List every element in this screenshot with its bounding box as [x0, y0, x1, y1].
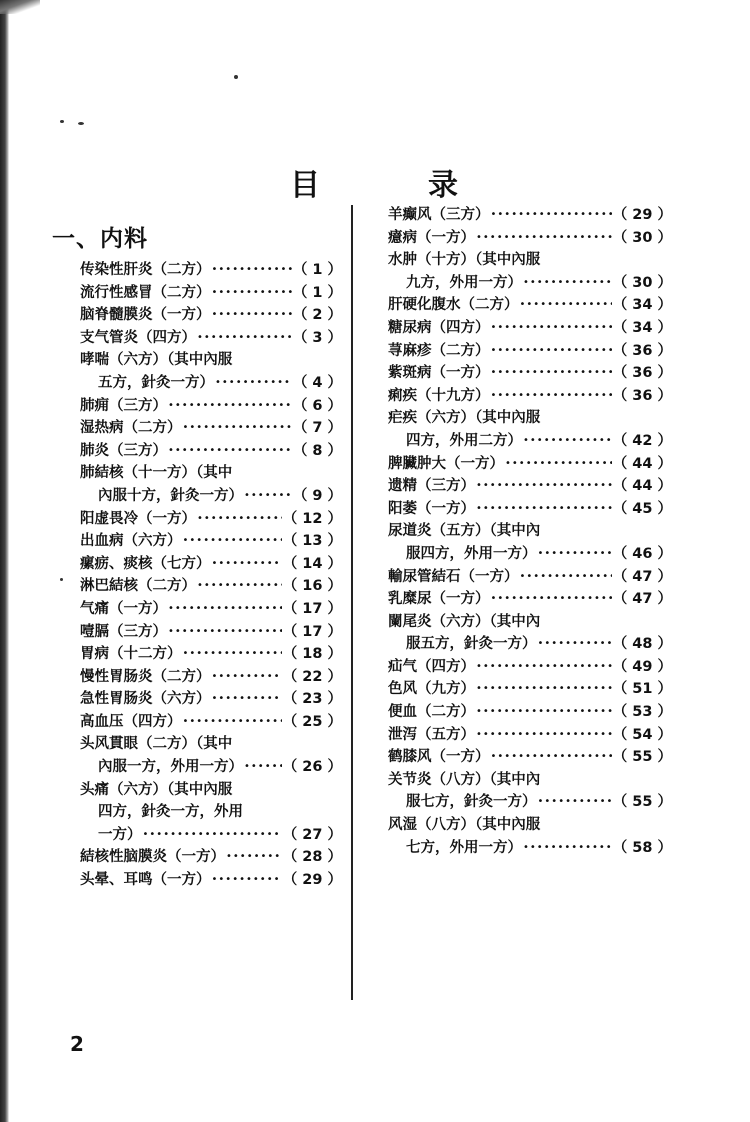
toc-column-left [80, 259, 342, 892]
toc-entry-text: 服七方，針灸一方） [406, 794, 537, 811]
toc-entry-line [388, 633, 672, 656]
toc-entry [80, 869, 342, 892]
toc-entry-text: 內服一方，外用一方） [98, 759, 243, 776]
toc-entry-line [388, 769, 672, 792]
toc-page-ref: （ 34 ） [612, 297, 672, 314]
toc-entry-line [80, 259, 342, 282]
toc-entry-text: 糖尿病（四方） [388, 319, 490, 336]
toc-entry-line [388, 272, 672, 295]
leader-dots [491, 588, 612, 611]
toc-entry [80, 530, 342, 553]
section-heading: 一、内料 [52, 226, 148, 252]
scan-speck [60, 578, 63, 581]
toc-page-ref: （ 55 ） [612, 794, 672, 811]
toc-entry [388, 724, 672, 747]
toc-entry-text: 肺炎（三方） [80, 442, 167, 459]
toc-entry [388, 814, 672, 859]
leader-dots [168, 598, 282, 621]
leader-dots [476, 475, 612, 498]
toc-entry [80, 846, 342, 869]
leader-dots [212, 688, 282, 711]
toc-page-ref: （ 34 ） [612, 319, 672, 336]
leader-dots [215, 372, 292, 395]
leader-dots [520, 566, 612, 589]
toc-entry-text: 荨麻疹（二方） [388, 342, 490, 359]
toc-entry [80, 304, 342, 327]
toc-entry [80, 598, 342, 621]
toc-entry-line [388, 385, 672, 408]
toc-entry-text: 支气管炎（四方） [80, 329, 196, 346]
toc-page-ref: （ 6 ） [292, 397, 342, 414]
toc-entry-line [80, 440, 342, 463]
toc-entry-text: 一方） [98, 826, 142, 843]
toc-entry [388, 317, 672, 340]
toc-page-ref: （ 17 ） [282, 600, 342, 617]
leader-dots [491, 317, 612, 340]
toc-entry-text: 关节炎（八方）（其中內 [388, 771, 541, 788]
toc-page-ref: （ 13 ） [282, 533, 342, 550]
toc-entry-line [388, 520, 672, 543]
toc-entry [80, 575, 342, 598]
page-number: 2 [70, 1032, 84, 1056]
leader-dots [244, 485, 292, 508]
toc-entry [388, 678, 672, 701]
toc-entry-text: 痢疾（十九方） [388, 387, 490, 404]
leader-dots [476, 498, 612, 521]
toc-entry-text: 传染性肝炎（二方） [80, 262, 211, 278]
leader-dots [491, 340, 612, 363]
toc-entry-line [388, 566, 672, 589]
toc-entry-text: 流行性感冒（二方） [80, 284, 211, 301]
toc-entry [80, 440, 342, 463]
toc-entry [80, 643, 342, 666]
leader-dots [183, 530, 282, 553]
toc-entry-text: 五方，針灸一方） [98, 374, 214, 391]
toc-page-ref: （ 1 ） [292, 284, 342, 301]
page-title-char-1: 目 [290, 168, 320, 203]
leader-dots [491, 362, 612, 385]
toc-page-ref: （ 30 ） [612, 229, 672, 246]
leader-dots [168, 621, 282, 644]
toc-entry-line [388, 340, 672, 363]
toc-entry-text: 胃病（十二方） [80, 646, 182, 663]
leader-dots [143, 824, 282, 847]
toc-page-ref: （ 44 ） [612, 455, 672, 472]
toc-entry-line [80, 824, 342, 847]
leader-dots [476, 701, 612, 724]
toc-entry [80, 462, 342, 507]
toc-entry-text: 高血压（四方） [80, 713, 182, 730]
leader-dots [523, 272, 612, 295]
toc-entry-line [80, 530, 342, 553]
toc-entry-line [388, 724, 672, 747]
toc-entry [388, 407, 672, 452]
toc-entry-text: 闌尾炎（六方）（其中內 [388, 613, 541, 630]
leader-dots [168, 395, 292, 418]
toc-entry-text: 結核性脑膜炎（一方） [80, 849, 225, 866]
toc-entry-line [388, 204, 672, 227]
toc-entry-text: 出血病（六方） [80, 533, 182, 550]
toc-entry-text: 头晕、耳鸣（一方） [80, 872, 211, 889]
toc-page-ref: （ 22 ） [282, 668, 342, 685]
toc-entry-line [388, 814, 672, 837]
toc-page-ref: （ 44 ） [612, 478, 672, 495]
toc-entry [80, 621, 342, 644]
toc-entry-text: 水肿（十方）（其中內服 [388, 252, 541, 269]
toc-entry-text: 瘰疬、痰核（七方） [80, 555, 211, 572]
toc-entry [388, 453, 672, 476]
toc-entry-text: 便血（二方） [388, 704, 475, 721]
toc-entry [388, 520, 672, 565]
scan-speck [78, 122, 84, 125]
toc-entry-text: 阳虚畏冷（一方） [80, 510, 196, 527]
leader-dots [523, 837, 612, 860]
toc-entry-line [388, 317, 672, 340]
toc-page-ref: （ 25 ） [282, 713, 342, 730]
toc-page-ref: （ 36 ） [612, 387, 672, 404]
leader-dots [168, 440, 292, 463]
toc-entry-line [388, 701, 672, 724]
leader-dots [212, 869, 282, 892]
toc-entry-line [80, 349, 342, 372]
toc-entry-text: 脑脊髓膜炎（一方） [80, 307, 211, 324]
toc-entry-text: 七方，外用一方） [406, 839, 522, 856]
toc-entry-text: 遗精（三方） [388, 478, 475, 495]
toc-entry-line [80, 846, 342, 869]
toc-entry [80, 666, 342, 689]
toc-entry-text: 慢性胃肠炎（二方） [80, 668, 211, 685]
toc-page-ref: （ 4 ） [292, 374, 342, 391]
toc-entry [388, 294, 672, 317]
toc-entry-line [388, 656, 672, 679]
toc-entry-line [388, 227, 672, 250]
toc-entry-line [80, 643, 342, 666]
leader-dots [491, 746, 612, 769]
toc-page-ref: （ 18 ） [282, 646, 342, 663]
toc-entry [80, 417, 342, 440]
toc-entry-text: 色风（九方） [388, 681, 475, 698]
toc-page-ref: （ 29 ） [282, 872, 342, 889]
toc-entry-text: 九方，外用一方） [406, 274, 522, 291]
toc-entry [80, 349, 342, 394]
toc-entry-line [388, 294, 672, 317]
toc-entry [388, 656, 672, 679]
toc-page-ref: （ 42 ） [612, 432, 672, 449]
toc-entry [80, 733, 342, 778]
toc-entry [388, 249, 672, 294]
toc-entry-line [80, 711, 342, 734]
toc-entry [80, 553, 342, 576]
toc-entry-line [388, 453, 672, 476]
toc-entry-line [80, 395, 342, 418]
toc-entry-line [388, 498, 672, 521]
toc-page-ref: （ 36 ） [612, 342, 672, 359]
toc-page-ref: （ 1 ） [292, 262, 342, 278]
toc-entry-text: 尿道炎（五方）（其中內 [388, 523, 541, 540]
leader-dots [476, 678, 612, 701]
toc-entry-line [80, 417, 342, 440]
toc-entry-line [80, 869, 342, 892]
leader-dots [491, 385, 612, 408]
toc-entry [388, 769, 672, 814]
toc-entry-line [80, 756, 342, 779]
toc-entry [388, 701, 672, 724]
toc-entry-text: 紫斑病（一方） [388, 365, 490, 382]
toc-entry [80, 327, 342, 350]
leader-dots [197, 575, 282, 598]
toc-entry-text: 急性胃肠炎（六方） [80, 691, 211, 708]
toc-page-ref: （ 51 ） [612, 681, 672, 698]
toc-entry-text: 阳萎（一方） [388, 500, 475, 517]
toc-entry-line [80, 304, 342, 327]
leader-dots [491, 204, 612, 227]
toc-entry-text: 噎膈（三方） [80, 623, 167, 640]
leader-dots [212, 553, 282, 576]
toc-entry [388, 475, 672, 498]
column-divider [351, 205, 353, 1000]
toc-entry-text: 头风貫眼（二方）（其中 [80, 736, 233, 753]
toc-page-ref: （ 16 ） [282, 578, 342, 595]
toc-column-right [388, 204, 672, 859]
toc-entry [388, 362, 672, 385]
toc-page-ref: （ 23 ） [282, 691, 342, 708]
leader-dots [538, 633, 612, 656]
toc-entry-line [80, 779, 342, 802]
toc-entry-line [388, 678, 672, 701]
toc-page-ref: （ 27 ） [282, 826, 342, 843]
toc-entry-line [80, 733, 342, 756]
scan-speck [234, 75, 238, 79]
toc-entry-text: 淋巴結核（二方） [80, 578, 196, 595]
toc-entry-line [80, 508, 342, 531]
toc-entry-line [388, 430, 672, 453]
leader-dots [183, 417, 292, 440]
leader-dots [520, 294, 612, 317]
toc-entry [80, 259, 342, 282]
toc-entry [80, 395, 342, 418]
toc-entry-line [388, 611, 672, 634]
toc-entry [80, 508, 342, 531]
toc-entry-text: 脾臟肿大（一方） [388, 455, 504, 472]
toc-page-ref: （ 58 ） [612, 839, 672, 856]
leader-dots [538, 791, 612, 814]
toc-entry-text: 內服十方，針灸一方） [98, 487, 243, 504]
leader-dots [212, 259, 292, 282]
toc-entry-line [80, 485, 342, 508]
toc-page-ref: （ 17 ） [282, 623, 342, 640]
leader-dots [197, 508, 282, 531]
toc-entry-line [388, 588, 672, 611]
toc-page-ref: （ 53 ） [612, 704, 672, 721]
leader-dots [476, 656, 612, 679]
leader-dots [244, 756, 282, 779]
toc-entry-text: 气痛（一方） [80, 600, 167, 617]
toc-entry [388, 588, 672, 611]
toc-entry-line [80, 327, 342, 350]
page-title-char-2: 录 [428, 168, 458, 203]
toc-entry-line [80, 621, 342, 644]
toc-entry [388, 385, 672, 408]
toc-entry-text: 四方，外用二方） [406, 432, 522, 449]
toc-entry-line [80, 553, 342, 576]
toc-entry-text: 乳糜尿（一方） [388, 591, 490, 608]
toc-page-ref: （ 48 ） [612, 636, 672, 653]
toc-entry-text: 肝硬化腹水（二方） [388, 297, 519, 314]
toc-page-ref: （ 14 ） [282, 555, 342, 572]
toc-entry-text: 羊癫风（三方） [388, 207, 490, 223]
toc-entry-text: 疝气（四方） [388, 658, 475, 675]
toc-entry-text: 肺痈（三方） [80, 397, 167, 414]
toc-entry-text: 风湿（八方）（其中內服 [388, 817, 541, 834]
toc-entry-text: 四方，針灸一方，外用 [98, 804, 243, 821]
leader-dots [212, 304, 292, 327]
toc-entry-text: 輸尿管結石（一方） [388, 568, 519, 585]
toc-entry [388, 340, 672, 363]
toc-page-ref: （ 7 ） [292, 420, 342, 437]
toc-page-ref: （ 55 ） [612, 749, 672, 766]
toc-page-ref: （ 46 ） [612, 545, 672, 562]
toc-entry-line [388, 543, 672, 566]
scan-edge-shadow [0, 0, 9, 1122]
toc-page-ref: （ 3 ） [292, 329, 342, 346]
toc-entry-line [80, 575, 342, 598]
toc-entry [80, 688, 342, 711]
toc-entry-text: 哮喘（六方）（其中內服 [80, 352, 233, 369]
toc-page-ref: （ 47 ） [612, 591, 672, 608]
toc-entry-line [388, 475, 672, 498]
leader-dots [476, 724, 612, 747]
toc-entry-line [388, 746, 672, 769]
leader-dots [523, 430, 612, 453]
toc-entry-text: 癔病（一方） [388, 229, 475, 246]
toc-entry [388, 611, 672, 656]
toc-entry [388, 566, 672, 589]
toc-entry [388, 498, 672, 521]
leader-dots [538, 543, 612, 566]
toc-page-ref: （ 30 ） [612, 274, 672, 291]
toc-page-ref: （ 2 ） [292, 307, 342, 324]
toc-entry-line [80, 282, 342, 305]
toc-page-ref: （ 28 ） [282, 849, 342, 866]
toc-entry-line [388, 837, 672, 860]
toc-page-ref: （ 54 ） [612, 726, 672, 743]
toc-entry-text: 疟疾（六方）（其中內服 [388, 410, 541, 427]
toc-entry [388, 227, 672, 250]
toc-page-ref: （ 8 ） [292, 442, 342, 459]
toc-entry-line [388, 362, 672, 385]
toc-page-ref: （ 26 ） [282, 759, 342, 776]
toc-entry-line [80, 666, 342, 689]
toc-entry-text: 服四方，外用一方） [406, 545, 537, 562]
toc-entry [388, 204, 672, 227]
toc-entry-line [80, 801, 342, 824]
toc-entry-line [80, 688, 342, 711]
toc-entry-line [80, 598, 342, 621]
toc-entry-line [80, 462, 342, 485]
scan-speck [60, 120, 64, 123]
scan-corner-shadow [0, 0, 40, 14]
toc-entry-text: 湿热病（二方） [80, 420, 182, 437]
toc-page-ref: （ 45 ） [612, 500, 672, 517]
toc-entry [80, 282, 342, 305]
leader-dots [212, 282, 292, 305]
toc-entry-line [388, 249, 672, 272]
toc-entry-text: 泄泻（五方） [388, 726, 475, 743]
toc-page-ref: （ 9 ） [292, 487, 342, 504]
toc-page-ref: （ 29 ） [612, 207, 672, 223]
toc-page-ref: （ 49 ） [612, 658, 672, 675]
toc-entry-text: 肺結核（十一方）（其中 [80, 465, 233, 482]
toc-entry-text: 头痛（六方）（其中內服 [80, 781, 233, 798]
leader-dots [505, 453, 612, 476]
toc-entry-line [80, 372, 342, 395]
leader-dots [226, 846, 282, 869]
leader-dots [183, 643, 282, 666]
leader-dots [212, 666, 282, 689]
leader-dots [183, 711, 282, 734]
toc-page-ref: （ 12 ） [282, 510, 342, 527]
toc-entry [80, 711, 342, 734]
toc-entry-text: 服五方，針灸一方） [406, 636, 537, 653]
leader-dots [476, 227, 612, 250]
toc-entry [388, 746, 672, 769]
toc-page-ref: （ 47 ） [612, 568, 672, 585]
toc-page-ref: （ 36 ） [612, 365, 672, 382]
toc-entry-line [388, 407, 672, 430]
toc-entry-line [388, 791, 672, 814]
toc-entry-text: 鹤膝风（一方） [388, 749, 490, 766]
leader-dots [197, 327, 292, 350]
toc-entry [80, 779, 342, 847]
